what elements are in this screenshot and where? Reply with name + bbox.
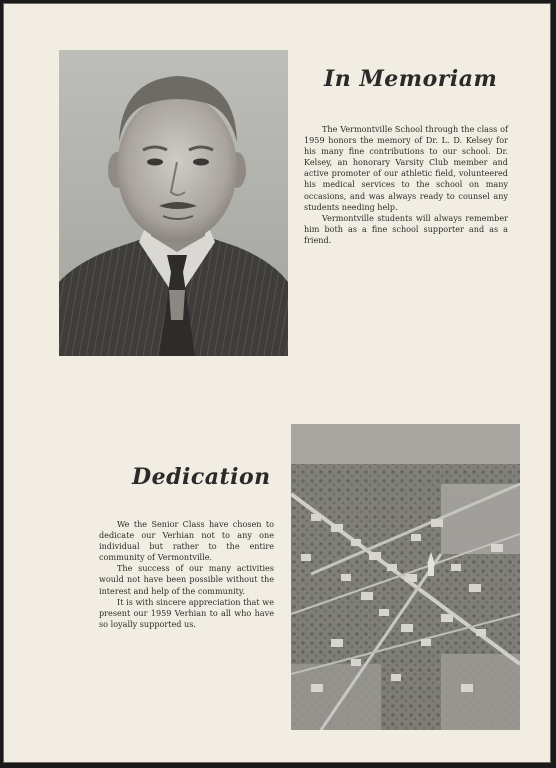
yearbook-page	[3, 3, 551, 763]
dedication-title: Dedication	[132, 464, 271, 490]
memoriam-paragraph: Vermontville students will always remember him both as a fine school supporter and as a friend.	[304, 212, 508, 245]
dedication-paragraph: We the Senior Class have chosen to dedicate our Verhian not to any one individual but rather to the entire community of Vermontville.	[99, 519, 274, 563]
memoriam-text	[304, 124, 508, 246]
memoriam-title: In Memoriam	[324, 66, 498, 92]
portrait-photo	[59, 50, 288, 356]
dedication-paragraph: It is with sincere appreciation that we present our 1959 Verhian to all who have so loyally supported us.	[99, 596, 274, 629]
dedication-paragraph: The success of our many activities would not have been possible without the interest and help of the community.	[99, 563, 274, 596]
aerial-illustration	[291, 424, 520, 730]
dedication-text	[99, 519, 274, 630]
aerial-photo	[291, 424, 520, 730]
memoriam-paragraph: The Vermontville School through the class of 1959 honors the memory of Dr. L. D. Kelsey for his many fine contributions to our school. Dr. Kelsey, an honorary Varsity Club member and active promoter of our athletic field, volunteered his medical services to the school on many occasions, and was always ready to counsel any students needing help.	[304, 124, 508, 212]
portrait-illustration	[59, 50, 288, 356]
